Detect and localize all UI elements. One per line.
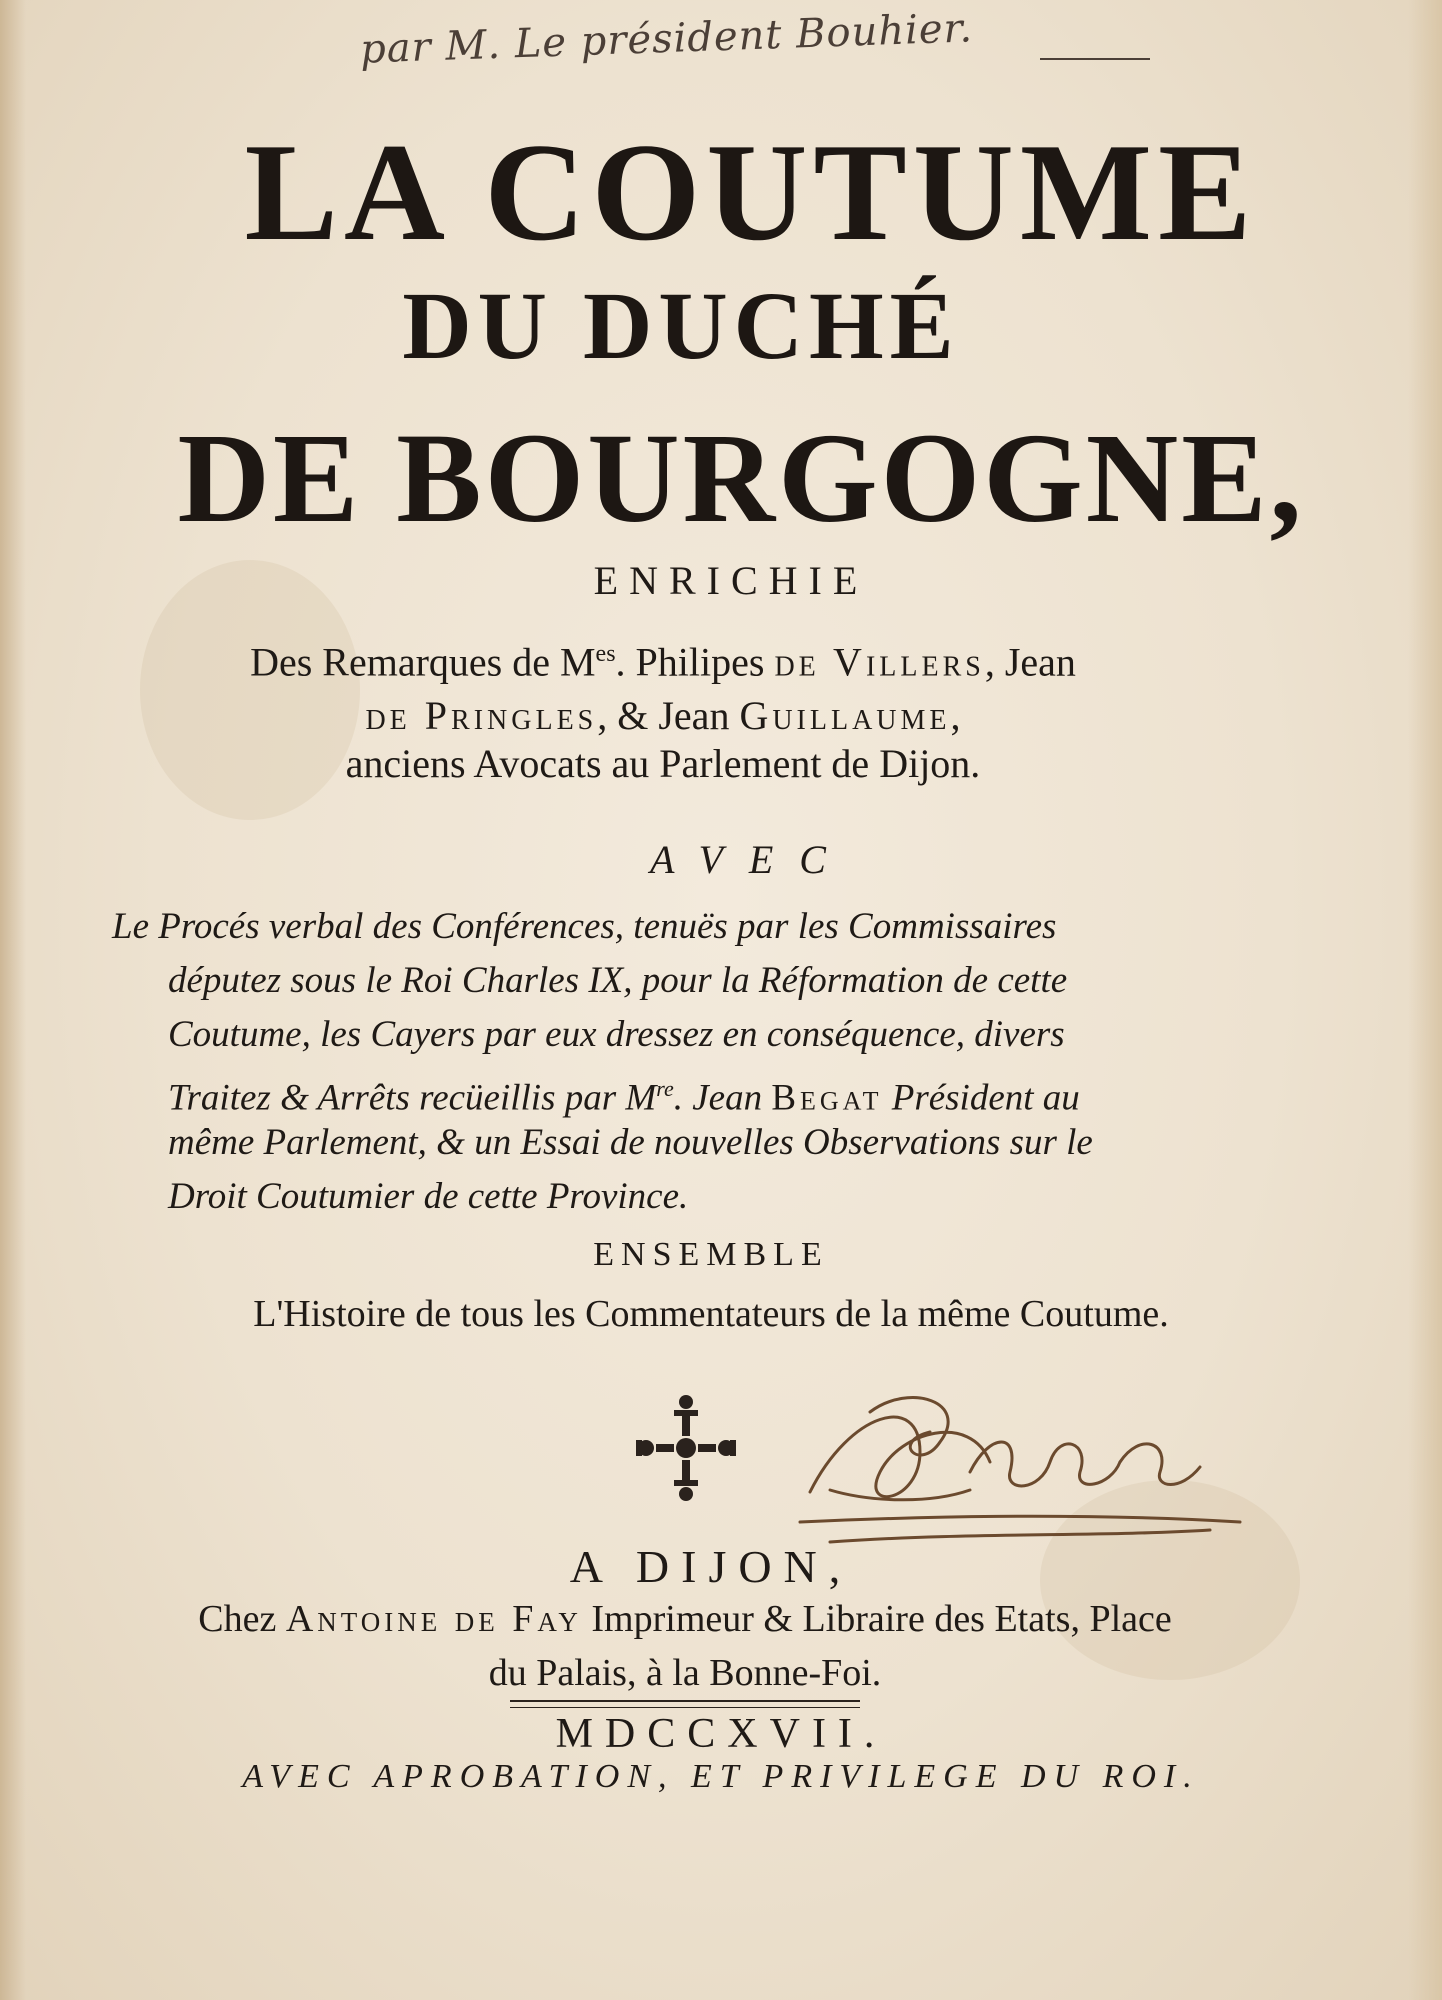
imprint-text: Chez (198, 1598, 286, 1640)
proces-line-5: même Parlement, & un Essai de nouvelles Observations sur le (168, 1122, 1093, 1163)
imprint-text: Imprimeur & Libraire des Etats, Place (581, 1598, 1172, 1640)
privilege-line: AVEC APROBATION, ET PRIVILEGE DU ROI. (242, 1758, 1200, 1795)
proces-line-1: Le Procés verbal des Conférences, tenuës par les Commissaires (112, 906, 1057, 947)
imprint-date: MDCCXVII. (555, 1711, 887, 1757)
title-line-3: DE BOURGOGNE, (177, 407, 1305, 549)
author-name: de Pringles (365, 693, 598, 738)
author-name: Guillaume (739, 693, 951, 738)
proces-text: Traitez & Arrêts recüeillis par M (168, 1077, 657, 1119)
divider-rule (510, 1700, 860, 1708)
histoire-line: L'Histoire de tous les Commentateurs de la même Coutume. (253, 1293, 1169, 1335)
remarques-line-2 (108, 692, 1218, 740)
ensemble-heading: ENSEMBLE (593, 1236, 829, 1273)
remarques-text: , & Jean (597, 693, 740, 738)
ownership-signature (770, 1372, 1250, 1562)
enrichie-heading: ENRICHIE (593, 558, 869, 603)
remarques-sup: es (595, 641, 616, 667)
author-name: de Villers (774, 639, 985, 685)
imprint-city: A DIJON, (569, 1541, 853, 1592)
remarques-text: , Jean (984, 639, 1076, 685)
avec-heading: AVEC (650, 837, 852, 882)
remarques-text: Des Remarques de M (250, 639, 596, 685)
proces-line-6: Droit Coutumier de cette Province. (168, 1176, 689, 1217)
printer-name: Antoine de Fay (285, 1598, 582, 1640)
remarques-text: , (950, 693, 961, 738)
remarques-text: . Philipes (615, 639, 775, 685)
printer-ornament (626, 1388, 746, 1508)
remarques-line-1 (108, 630, 1218, 686)
proces-text: . Jean (673, 1077, 772, 1119)
imprint-printer-line-2: du Palais, à la Bonne-Foi. (488, 1652, 882, 1694)
remarques-line-3: anciens Avocats au Parlement de Dijon. (345, 741, 981, 786)
proces-line-3: Coutume, les Cayers par eux dressez en conséquence, divers (168, 1014, 1065, 1055)
title-line-1: LA COUTUME (244, 115, 1258, 270)
title-line-2: DU DUCHÉ (402, 272, 960, 379)
proces-text: Président au (882, 1077, 1080, 1119)
handwritten-note: par M. Le président Bouhier. (359, 5, 974, 73)
handwritten-underline (1040, 58, 1150, 60)
imprint-printer-line-1 (130, 1594, 1240, 1644)
proces-sup: re (656, 1076, 674, 1101)
author-name: Begat (771, 1077, 883, 1119)
proces-line-2: députez sous le Roi Charles IX, pour la Réformation de cette (168, 960, 1068, 1001)
